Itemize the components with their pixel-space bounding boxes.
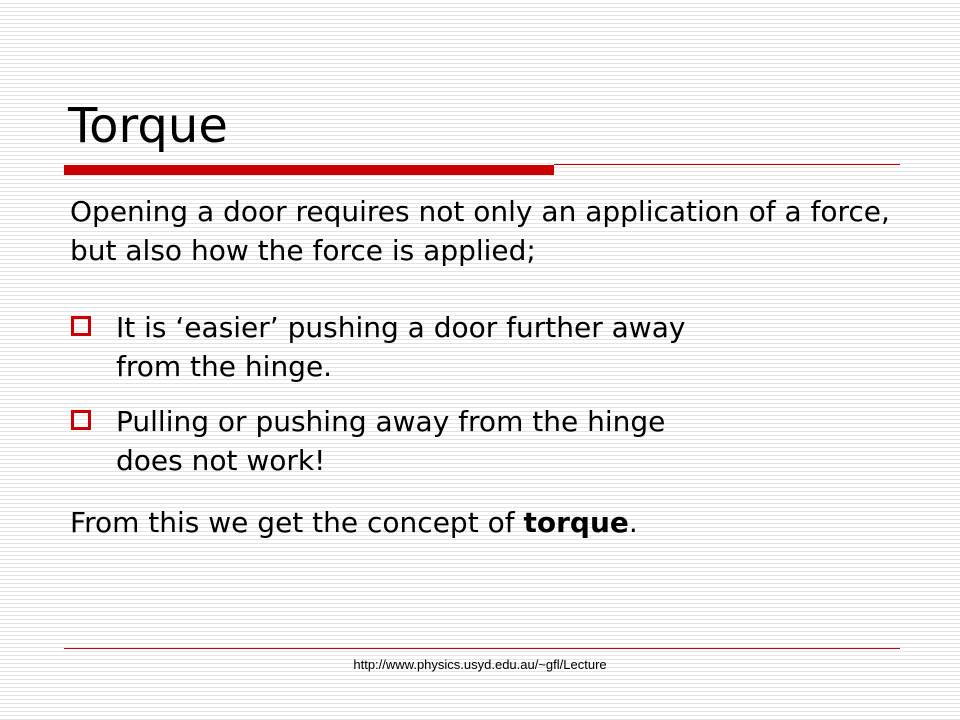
- slide-title: Torque: [68, 98, 228, 154]
- bullet-list: [70, 308, 920, 496]
- footer-divider: [64, 648, 900, 649]
- hollow-square-bullet-icon: [71, 316, 91, 336]
- bullet-text-line1: It is ‘easier’ pushing a door further away: [116, 311, 686, 344]
- intro-paragraph: Opening a door requires not only an application of a force, but also how the force is applied;: [70, 195, 890, 267]
- conclusion-suffix: .: [628, 506, 638, 539]
- title-underline-thin: [554, 164, 900, 165]
- conclusion-sentence: [70, 503, 638, 542]
- conclusion-emphasis: torque: [523, 506, 629, 539]
- bullet-item: [70, 402, 920, 480]
- bullet-item: [70, 308, 920, 386]
- hollow-square-bullet-icon: [71, 410, 91, 430]
- footer: [0, 656, 960, 674]
- bullet-text-line1: Pulling or pushing away from the hinge: [116, 405, 666, 438]
- footer-url: http://www.physics.usyd.edu.au/~gfl/Lecture: [353, 657, 607, 672]
- bullet-text-line2: does not work!: [116, 444, 326, 477]
- bullet-text-line2: from the hinge.: [116, 350, 333, 383]
- title-underline-thick: [64, 165, 554, 175]
- conclusion-prefix: From this we get the concept of: [70, 506, 524, 539]
